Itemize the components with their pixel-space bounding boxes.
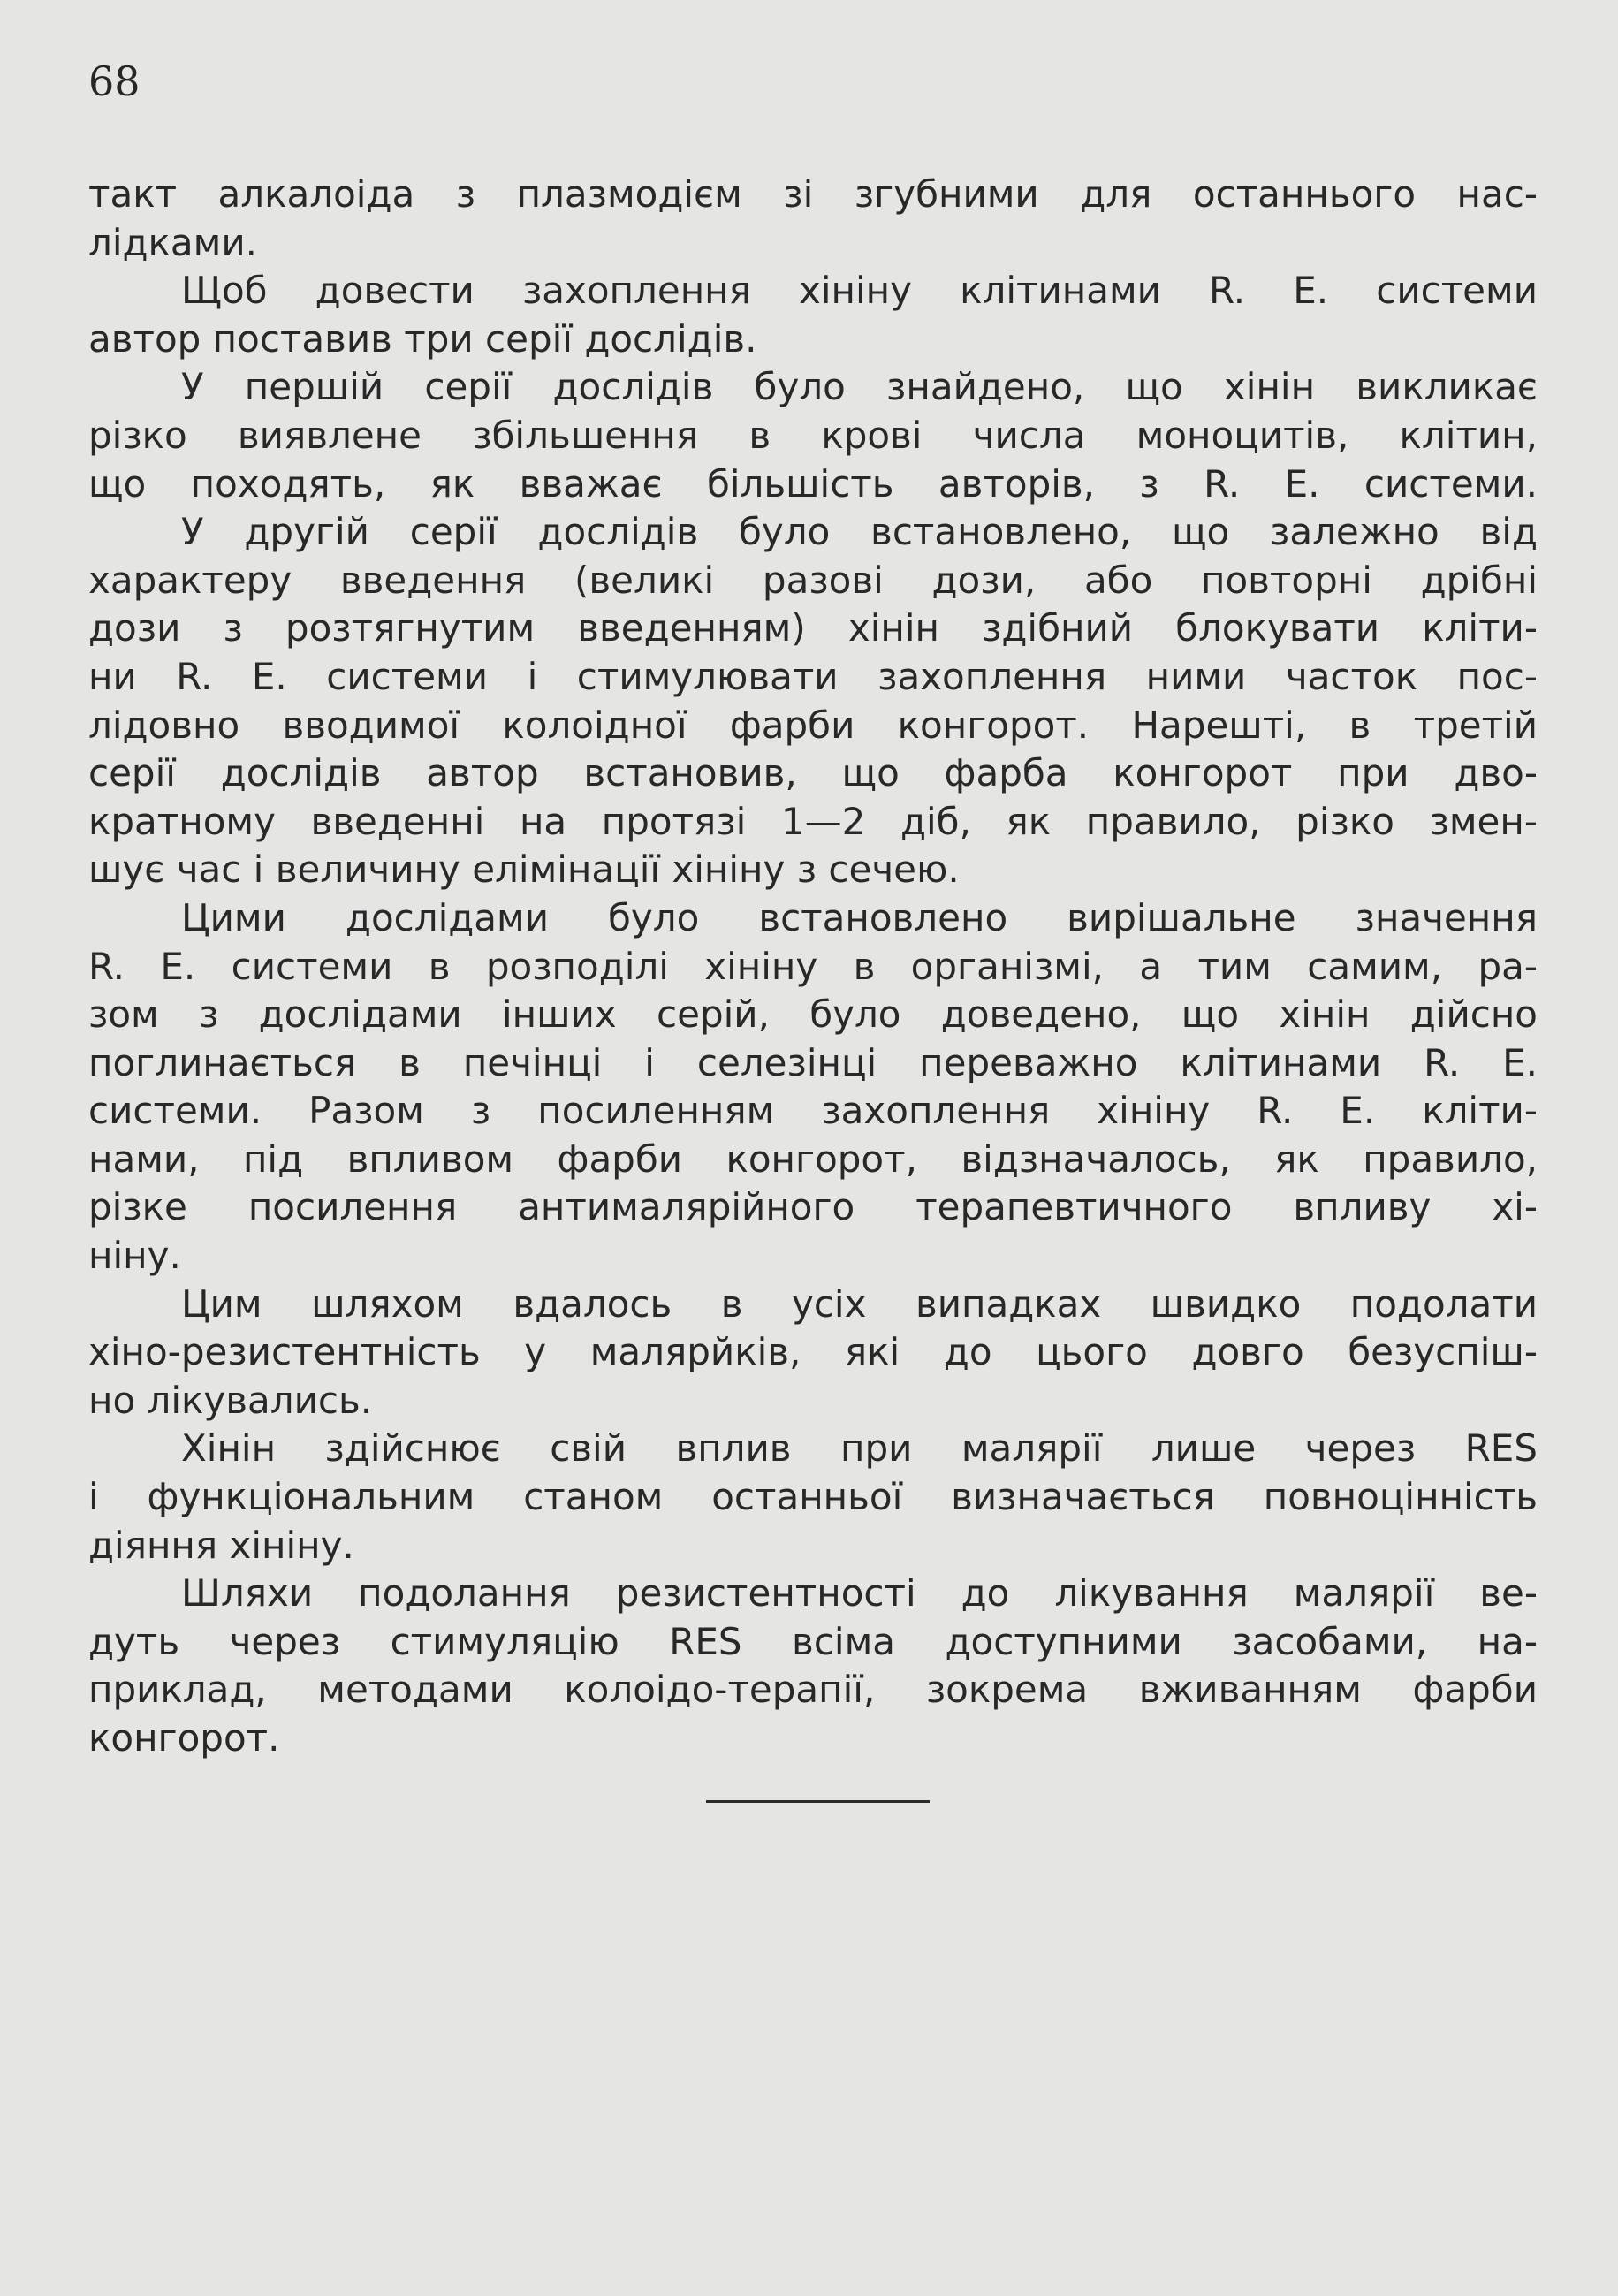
- text-line: дуть через стимуляцію RES всіма доступними засобами, на-: [88, 1619, 1538, 1663]
- text-line: но лікувались.: [88, 1378, 373, 1422]
- text-line: хіно-резистентність у малярйків, які до цього довго безуспіш-: [88, 1330, 1538, 1374]
- text-line: нами, під впливом фарби конгорот, відзначалось, як правило,: [88, 1137, 1538, 1181]
- text-line: конгорот.: [88, 1716, 280, 1760]
- text-line: різке посилення антималярійного терапевтичного впливу хі-: [88, 1185, 1538, 1229]
- text-line: серії дослідів автор встановив, що фарба конгорот при дво-: [88, 751, 1538, 795]
- page-number: 68: [88, 57, 141, 105]
- text-line: діяння хініну.: [88, 1523, 354, 1567]
- text-line: Шляхи подолання резистентності до лікування малярії ве-: [181, 1571, 1538, 1616]
- text-line: лідовно вводимої колоідної фарби конгорот. Нарешті, в третій: [88, 703, 1538, 747]
- text-line: У другій серії дослідів було встановлено, що залежно від: [181, 510, 1538, 554]
- text-line: поглинається в печінці і селезінці переважно клітинами R. E.: [88, 1040, 1538, 1084]
- text-line: лідками.: [88, 220, 257, 264]
- text-line: такт алкалоіда з плазмодієм зі згубними для останнього нас-: [88, 172, 1538, 216]
- text-line: Цим шляхом вдалось в усіх випадках швидко подолати: [181, 1281, 1538, 1326]
- text-line: ни R. E. системи і стимулювати захоплення ними часток пос-: [88, 654, 1538, 698]
- text-line: і функціональним станом останньої визначається повноцінність: [88, 1475, 1538, 1519]
- text-line: зом з дослідами інших серій, було доведено, що хінін дійсно: [88, 992, 1538, 1037]
- text-line: ніну.: [88, 1234, 181, 1278]
- text-line: Щоб довести захоплення хініну клітинами R. E. системи: [181, 269, 1538, 313]
- text-line: Цими дослідами було встановлено вирішальне значення: [181, 895, 1538, 939]
- text-line: різко виявлене збільшення в крові числа моноцитів, клітин,: [88, 413, 1538, 457]
- text-line: кратному введенні на протязі 1—2 діб, як правило, різко змен-: [88, 799, 1538, 843]
- text-line: дози з розтягнутим введенням) хінін здібний блокувати кліти-: [88, 606, 1538, 650]
- text-line: що походять, як вважає більшість авторів, з R. E. системи.: [88, 461, 1538, 506]
- text-line: автор поставив три серії дослідів.: [88, 316, 757, 361]
- text-line: приклад, методами колоідо-терапії, зокрема вживанням фарби: [88, 1668, 1538, 1712]
- text-line: Хінін здійснює свій вплив при малярії лише через RES: [181, 1426, 1538, 1471]
- body-text: [88, 171, 1538, 1763]
- text-line: У першій серії дослідів було знайдено, що хінін викликає: [181, 365, 1538, 409]
- text-line: шує час і величину елімінації хініну з сечею.: [88, 848, 960, 892]
- text-line: системи. Разом з посиленням захоплення хініну R. E. кліти-: [88, 1089, 1538, 1133]
- text-line: характеру введення (великі разові дози, або повторні дрібні: [88, 558, 1538, 602]
- text-line: R. E. системи в розподілі хініну в організмі, а тим самим, ра-: [88, 944, 1538, 988]
- end-rule: [706, 1800, 930, 1803]
